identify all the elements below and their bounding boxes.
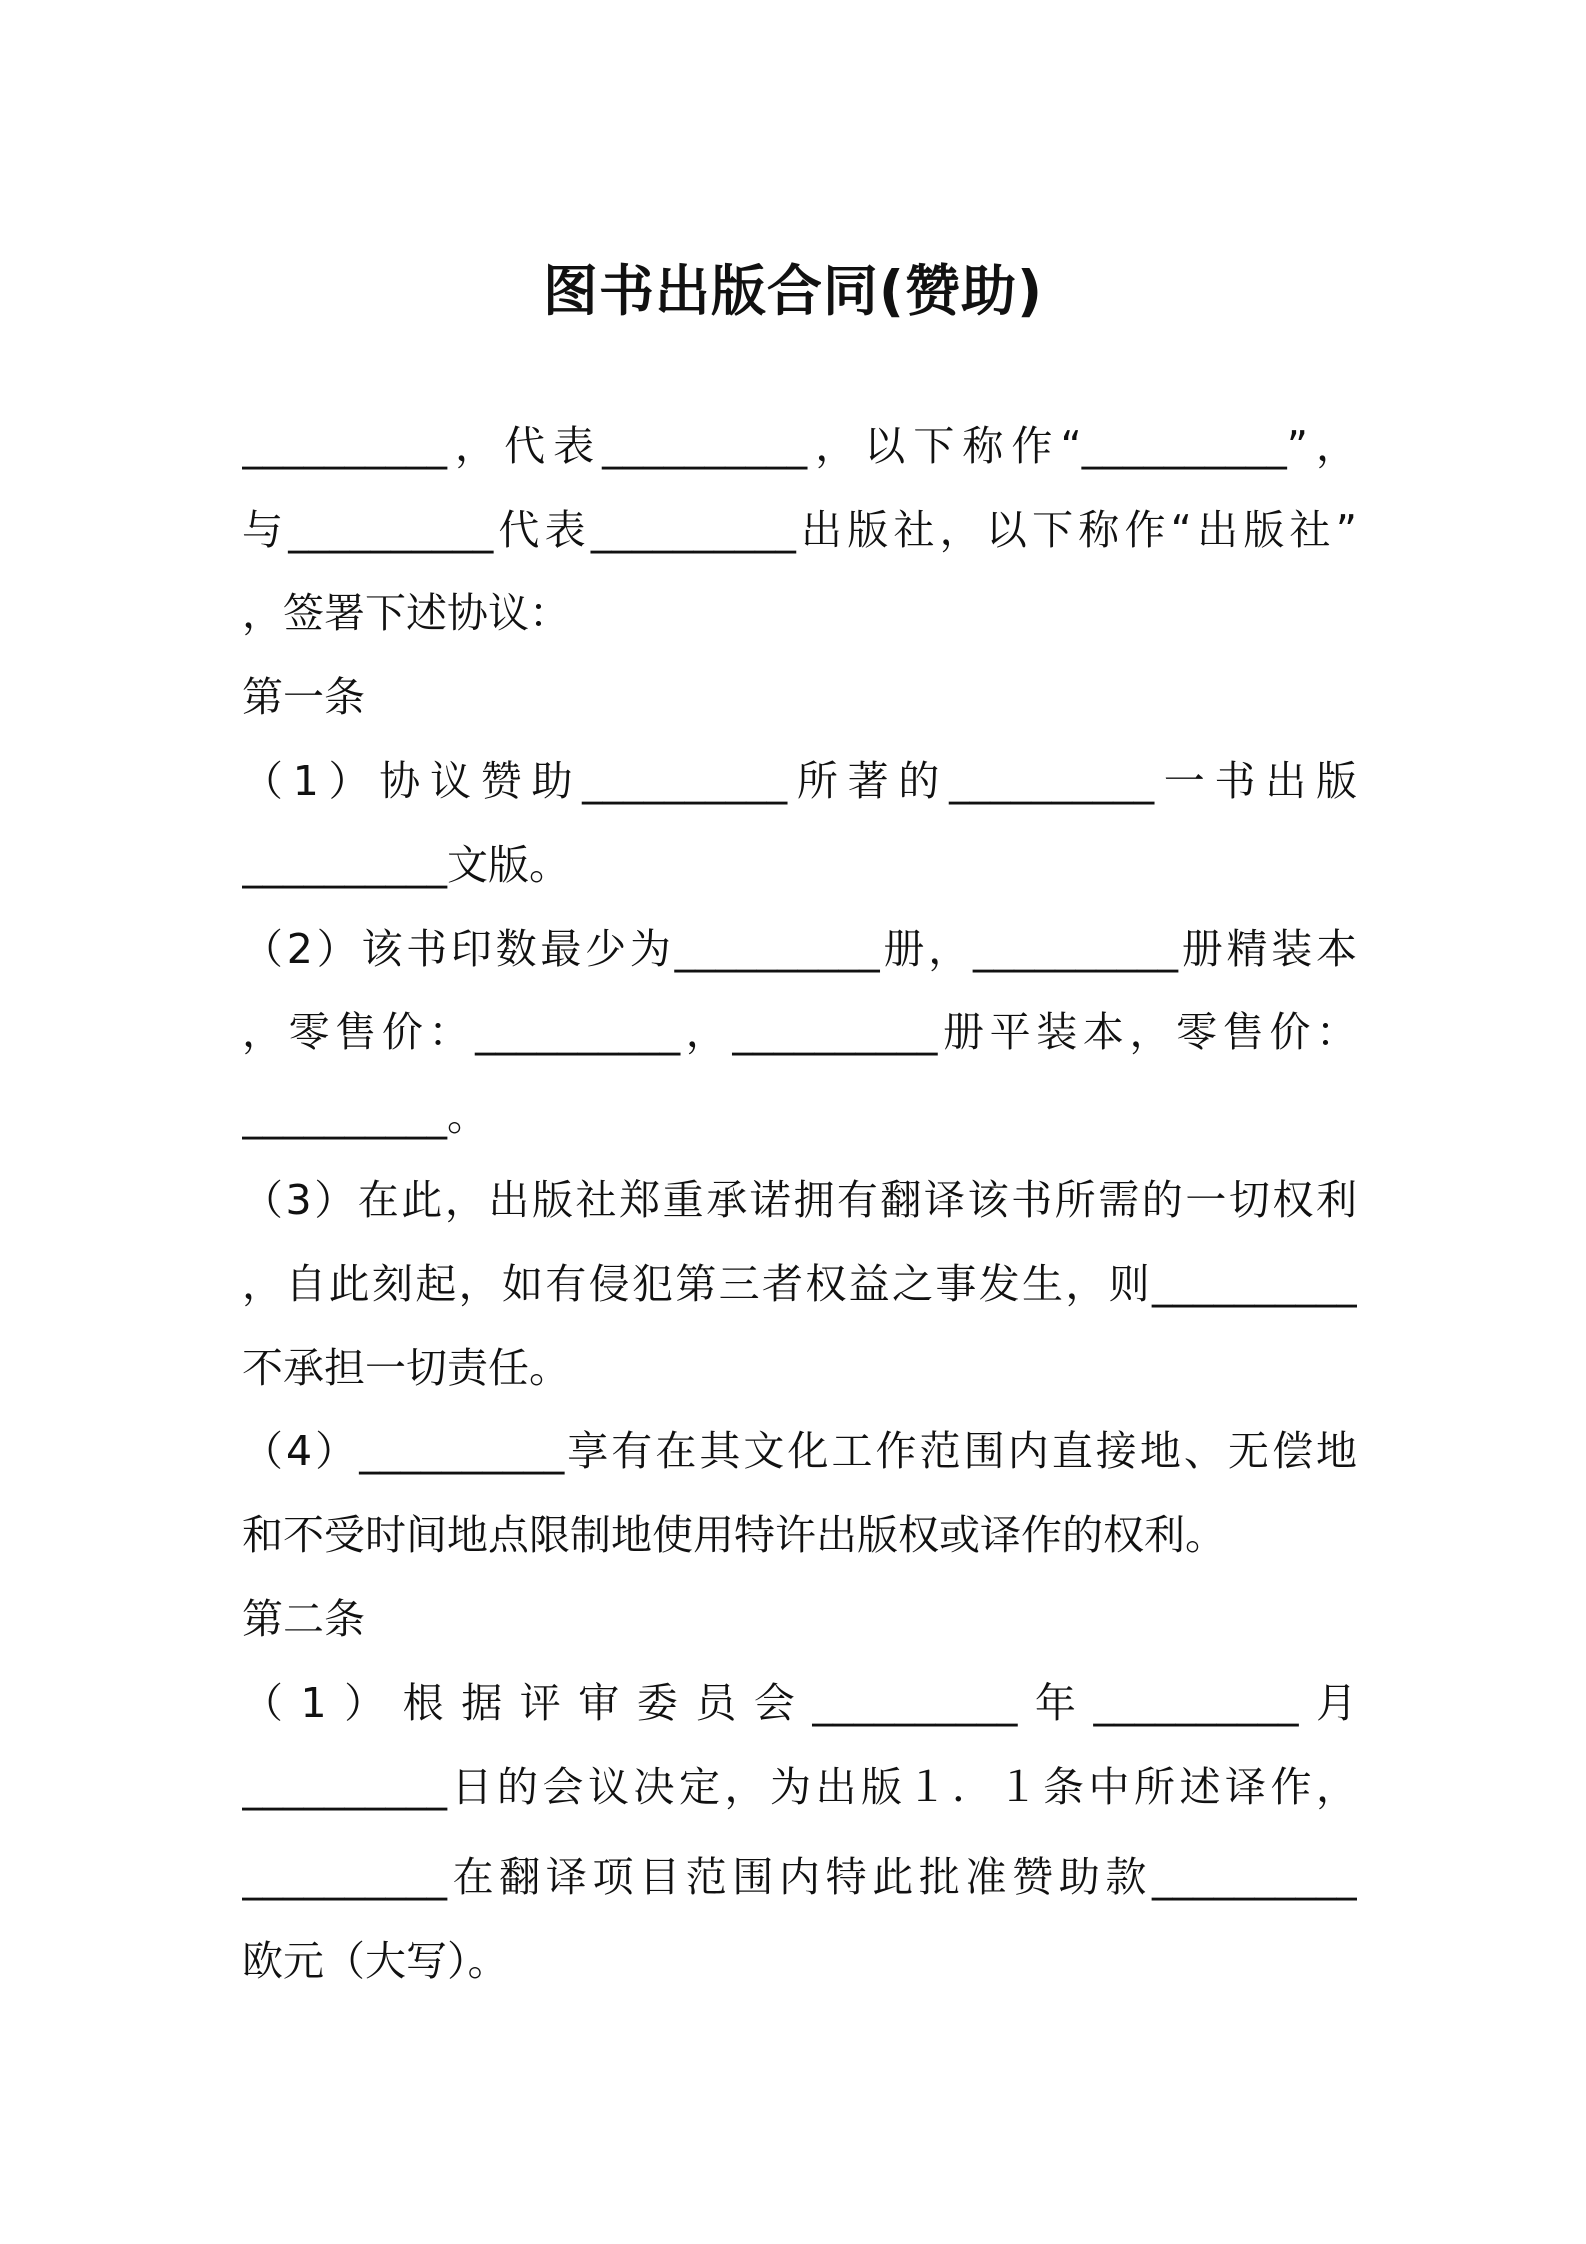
clause-intro-line-2: 与__________代表__________出版社，以下称作“出版社” [242,506,1357,554]
article-1-item-3-line-3: 不承担一切责任。 [242,1344,570,1392]
article-2-item-1-line-4: 欧元（大写）。 [242,1937,509,1985]
article-1-item-3-line-1: （3）在此，出版社郑重承诺拥有翻译该书所需的一切权利 [242,1176,1357,1224]
document-title: 图书出版合同(赞助) [542,259,1044,323]
article-1-item-2-line-2: ，零售价：__________，__________册平装本，零售价： [242,1008,1357,1056]
article-1-item-1-line-2: __________文版。 [242,841,570,889]
clause-intro-line-3: ，签署下述协议： [242,589,570,637]
article-1-item-4-line-1: （4）__________享有在其文化工作范围内直接地、无偿地 [242,1427,1357,1475]
article-2-item-1-line-3: __________在翻译项目范围内特此批准赞助款__________ [242,1853,1357,1901]
article-1-item-4-line-2: 和不受时间地点限制地使用特许出版权或译作的权利。 [242,1511,1226,1559]
article-1-item-3-line-2: ，自此刻起，如有侵犯第三者权益之事发生，则__________ [242,1260,1357,1308]
article-1-item-2-line-3: __________。 [242,1092,488,1140]
article-2-heading: 第二条 [242,1595,365,1643]
article-1-item-2-line-1: （2）该书印数最少为__________册，__________册精装本 [242,925,1357,973]
clause-intro-line-1: __________，代表__________，以下称作“__________”， [242,422,1357,470]
article-1-item-1-line-1: （1）协议赞助__________所著的__________一书出版 [242,757,1357,805]
article-2-item-1-line-1: （1）根据评审委员会__________年__________月 [242,1679,1357,1727]
article-1-heading: 第一条 [242,673,365,721]
article-2-item-1-line-2: __________日的会议决定，为出版１．１条中所述译作， [242,1763,1357,1811]
